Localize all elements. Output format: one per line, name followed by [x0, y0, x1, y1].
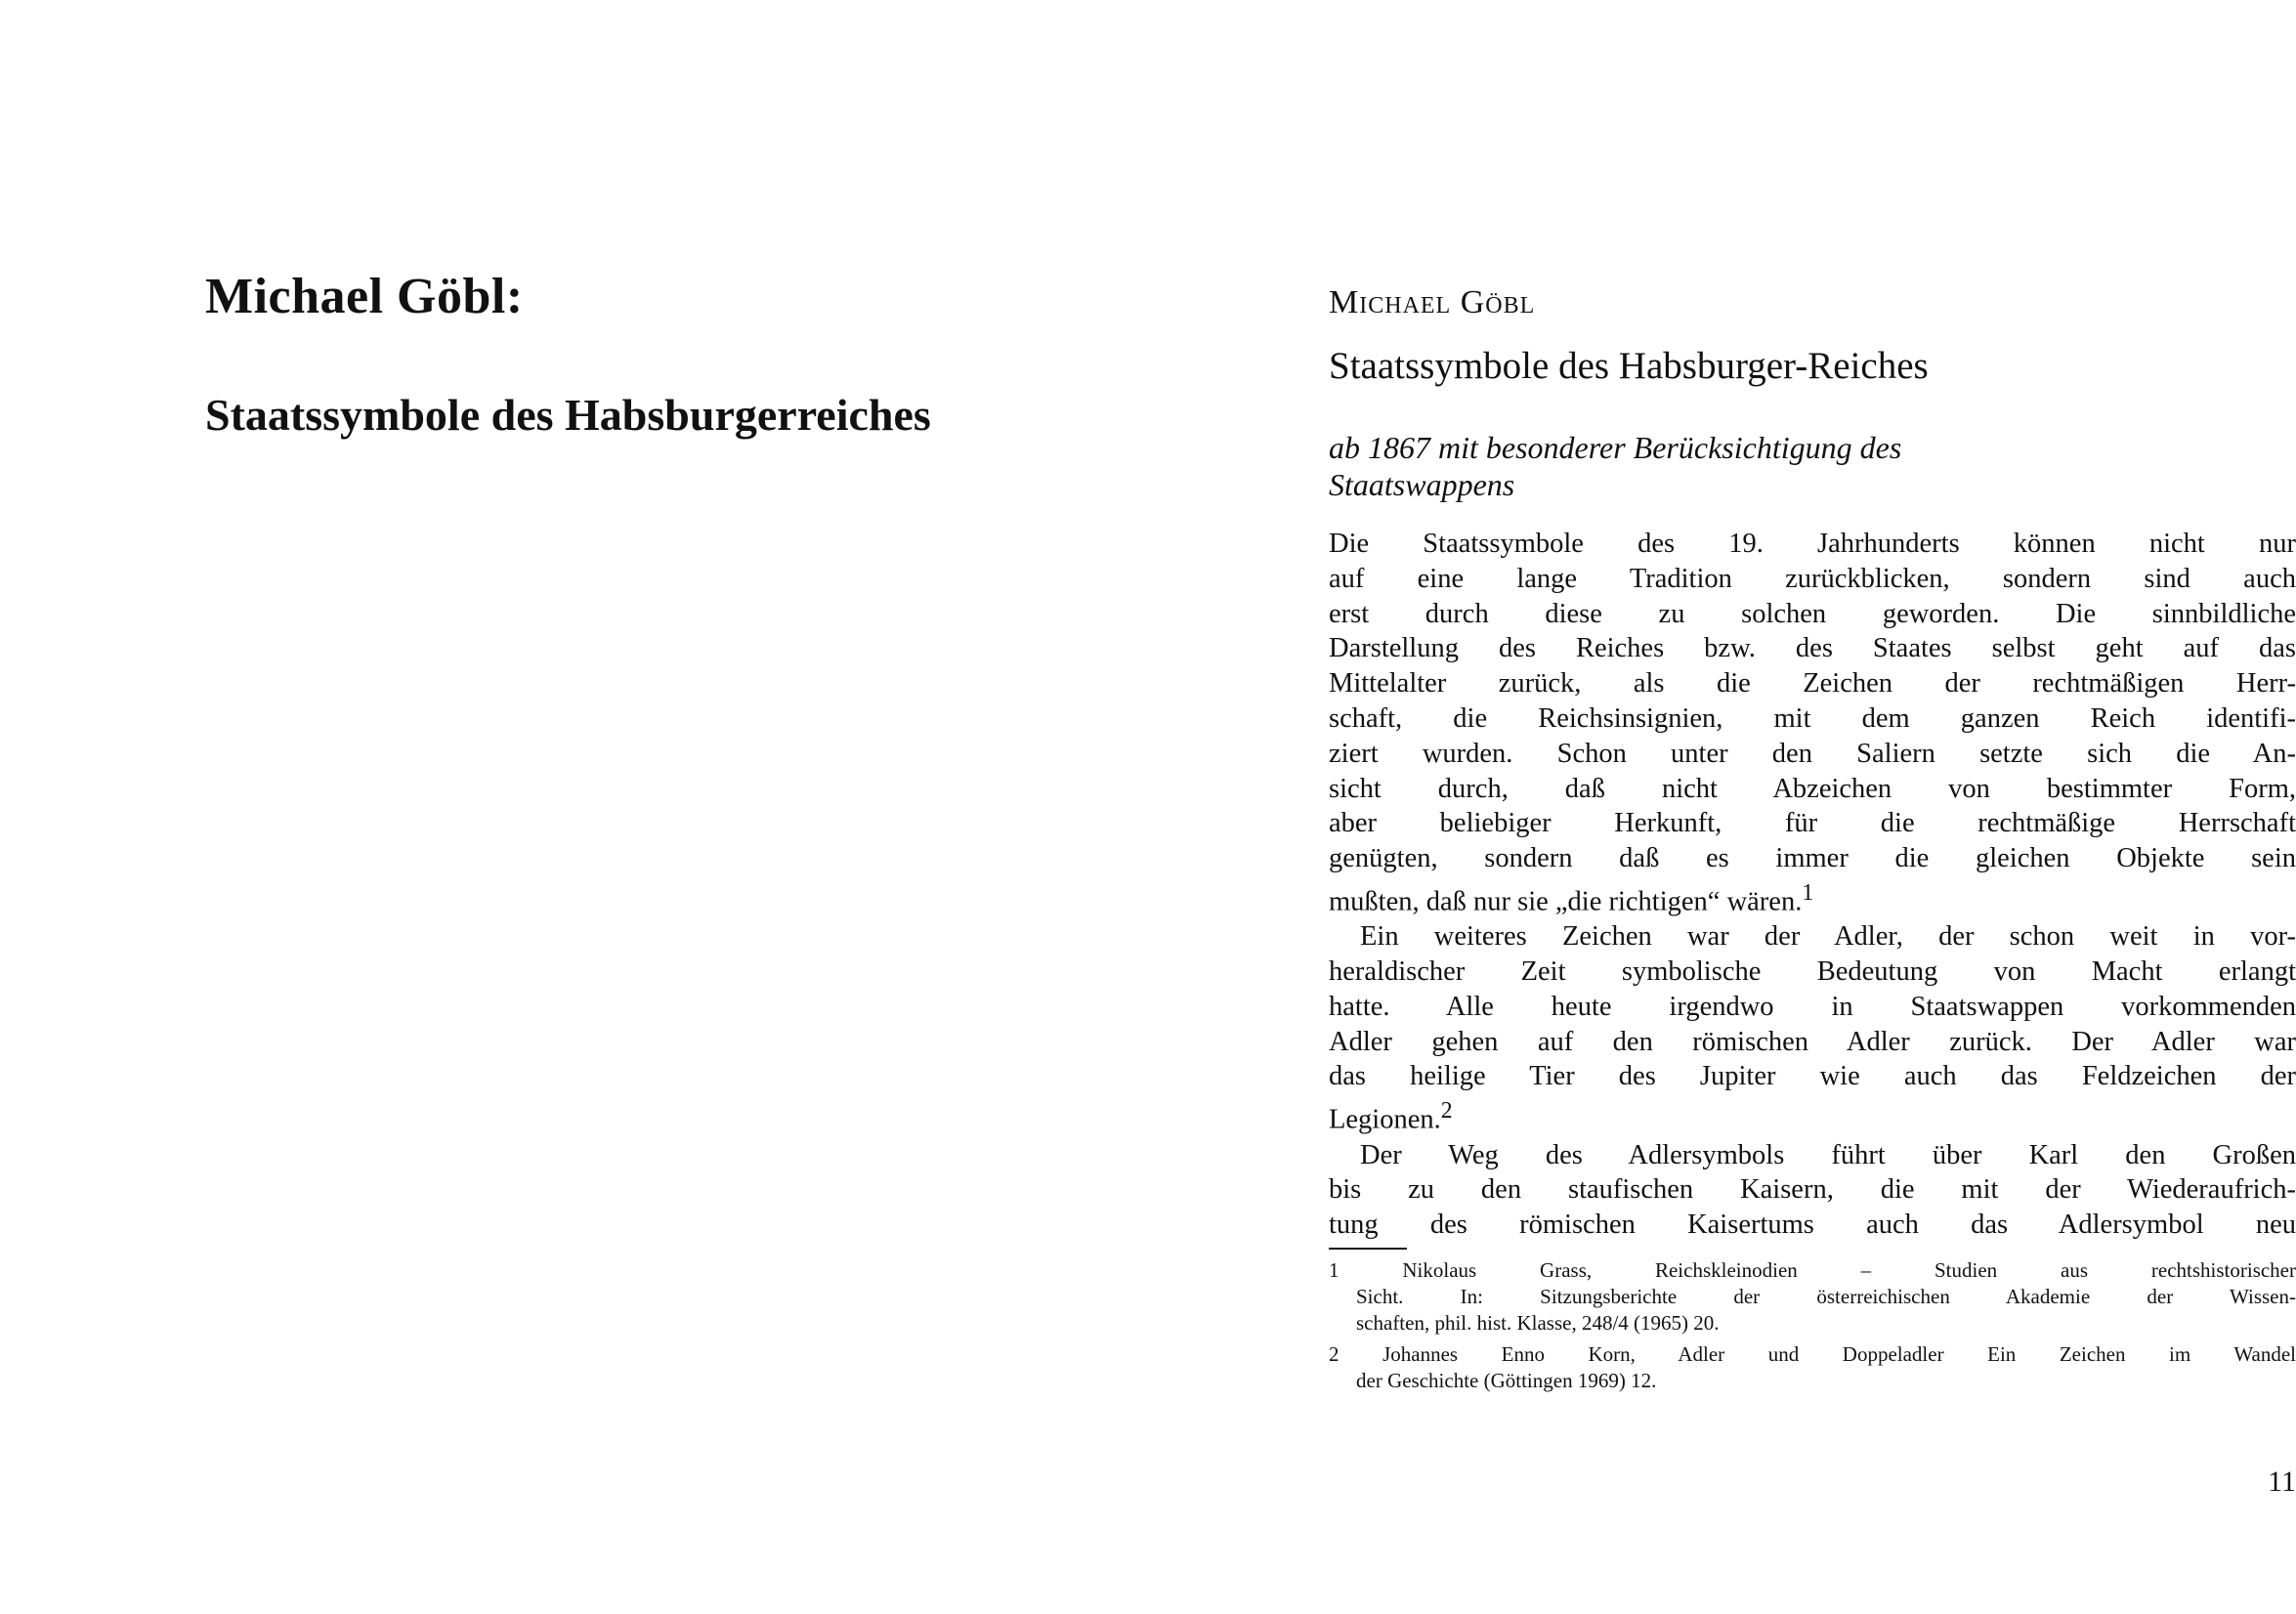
- page-number: 11: [2268, 1465, 2296, 1498]
- footnote-line: schaften, phil. hist. Klasse, 248/4 (1965) 20.: [1356, 1311, 1720, 1335]
- chapter-subtitle: [1329, 429, 2247, 503]
- body-line: heraldischer Zeit symbolische Bedeutung von Macht erlangt: [1329, 956, 2296, 988]
- footnote-ref: 1: [1802, 879, 1814, 906]
- footnote: [1329, 1341, 2296, 1394]
- body-line: erst durch diese zu solchen geworden. Die sinnbildliche: [1329, 598, 2296, 629]
- right-page: [1142, 0, 2296, 1614]
- footnote: [1329, 1257, 2296, 1337]
- body-line: bis zu den staufischen Kaisern, die mit der Wiederaufrich-: [1329, 1174, 2296, 1206]
- left-page: [0, 0, 1142, 1614]
- body-line-text: mußten, daß nur sie „die richtigen“ wären.: [1329, 886, 1803, 917]
- left-page-author: Michael Göbl:: [205, 269, 524, 324]
- body-line-with-footnote: [1329, 876, 2296, 919]
- subtitle-line: Staatswappens: [1329, 467, 1515, 502]
- body-line: das heilige Tier des Jupiter wie auch das Feldzeichen der: [1329, 1061, 2296, 1092]
- body-line: hatte. Alle heute irgendwo in Staatswappen vorkommenden: [1329, 991, 2296, 1022]
- footnote-text: Johannes Enno Korn, Adler und Doppeladler Ein Zeichen im Wandel: [1382, 1342, 2296, 1366]
- body-text: [1329, 527, 2296, 1243]
- chapter-title: Staatssymbole des Habsburger-Reiches: [1329, 345, 1929, 387]
- footnote-number: 2: [1329, 1342, 1339, 1366]
- footnotes: [1329, 1257, 2296, 1399]
- footnote-ref: 2: [1440, 1098, 1453, 1125]
- chapter-author: Michael Göbl: [1329, 284, 1536, 320]
- body-line: Ein weiteres Zeichen war der Adler, der schon weit in vor-: [1360, 921, 2296, 953]
- footnote-line: Sicht. In: Sitzungsberichte der österreichischen Akademie der Wissen-: [1356, 1285, 2296, 1308]
- footnote-line: [1329, 1341, 2296, 1368]
- body-line: ziert wurden. Schon unter den Saliern setzte sich die An-: [1329, 738, 2296, 769]
- body-line: aber beliebiger Herkunft, für die rechtmäßige Herrschaft: [1329, 808, 2296, 839]
- body-line-with-footnote: [1329, 1094, 2296, 1137]
- body-line: Mittelalter zurück, als die Zeichen der rechtmäßigen Herr-: [1329, 668, 2296, 700]
- body-line: auf eine lange Tradition zurückblicken, sondern sind auch: [1329, 563, 2296, 594]
- subtitle-line: ab 1867 mit besonderer Berücksichtigung des: [1329, 430, 1902, 465]
- footnote-divider: [1329, 1248, 1407, 1250]
- footnote-number: 1: [1329, 1258, 1339, 1282]
- body-line: Der Weg des Adlersymbols führt über Karl den Großen: [1360, 1139, 2296, 1170]
- footnote-line: [1329, 1257, 2296, 1284]
- body-line: sicht durch, daß nicht Abzeichen von bestimmter Form,: [1329, 773, 2296, 804]
- body-line: Darstellung des Reiches bzw. des Staates selbst geht auf das: [1329, 633, 2296, 664]
- body-line: Die Staatssymbole des 19. Jahrhunderts können nicht nur: [1329, 529, 2296, 559]
- body-line: genügten, sondern daß es immer die gleichen Objekte sein: [1329, 843, 2296, 874]
- left-page-title: Staatssymbole des Habsburgerreiches: [205, 390, 931, 440]
- footnote-line: der Geschichte (Göttingen 1969) 12.: [1356, 1369, 1657, 1392]
- body-line: tung des römischen Kaisertums auch das Adlersymbol neu: [1329, 1210, 2296, 1241]
- body-line: schaft, die Reichsinsignien, mit dem ganzen Reich identifi-: [1329, 702, 2296, 734]
- body-line: Adler gehen auf den römischen Adler zurück. Der Adler war: [1329, 1026, 2296, 1057]
- footnote-text: Nikolaus Grass, Reichskleinodien – Studien aus rechtshistorischer: [1402, 1258, 2296, 1282]
- body-line-text: Legionen.: [1329, 1104, 1441, 1135]
